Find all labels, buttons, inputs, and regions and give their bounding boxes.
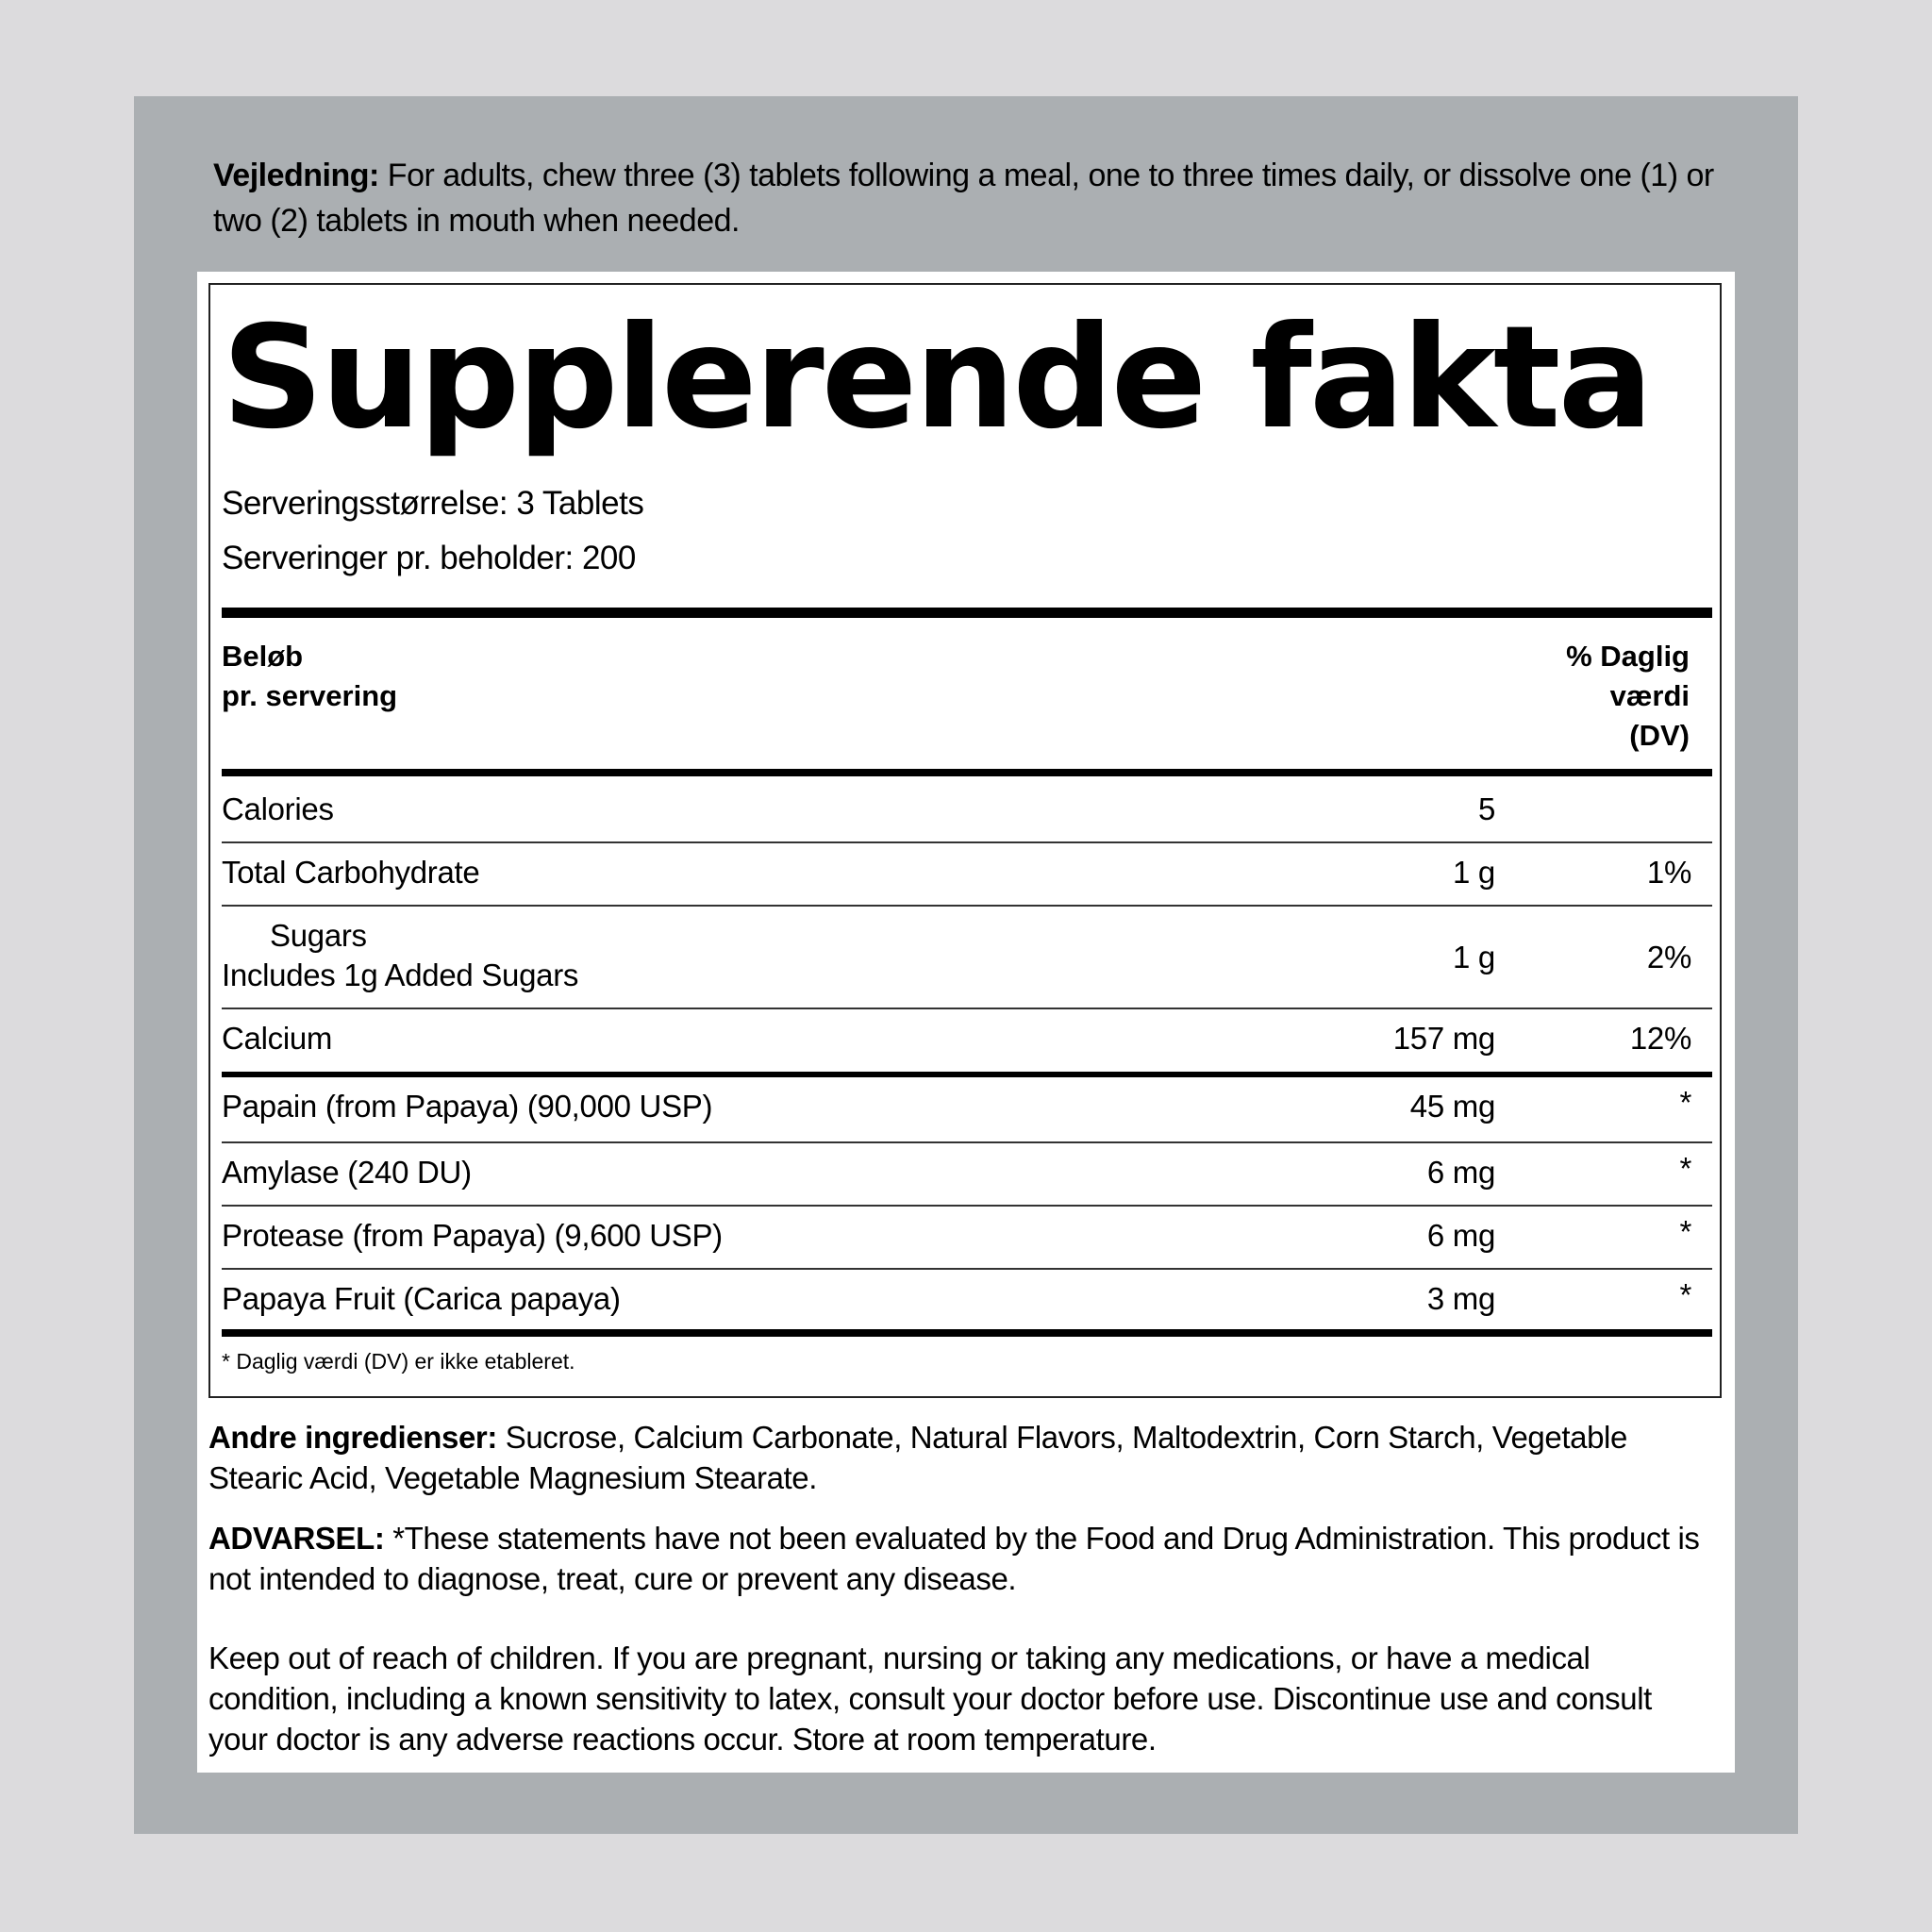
serving-size: Serveringsstørrelse: 3 Tablets	[222, 485, 644, 522]
nutrient-dv: *	[1679, 1085, 1691, 1120]
other-ingredients-text: Sucrose, Calcium Carbonate, Natural Flavors, Maltodextrin, Corn Starch, Vegetable Stearic Acid, Vegetable Magnesium Stearate.	[208, 1420, 1627, 1495]
facts-title: Supplerende fakta	[222, 296, 1651, 460]
label-panel	[134, 96, 1798, 1834]
nutrient-amount: 157 mg	[1392, 1021, 1495, 1056]
header-amount-line2: pr. servering	[222, 679, 398, 712]
table-row	[222, 1009, 1712, 1072]
nutrient-name: Protease (from Papaya) (9,600 USP)	[222, 1218, 723, 1253]
table-row	[222, 843, 1712, 906]
nutrient-dv: *	[1679, 1151, 1691, 1186]
supplement-facts-box	[208, 283, 1722, 1398]
nutrient-name: Papain (from Papaya) (90,000 USP)	[222, 1089, 713, 1124]
nutrient-name: Calcium	[222, 1021, 333, 1056]
header-dv-line1: % Daglig	[1566, 640, 1690, 673]
nutrient-amount: 1 g	[1453, 855, 1495, 890]
nutrient-dv: 2%	[1646, 940, 1691, 974]
nutrient-name: Papaya Fruit (Carica papaya)	[222, 1281, 621, 1316]
table-row	[222, 907, 1712, 1008]
nutrient-name: Total Carbohydrate	[222, 855, 480, 890]
header-dv-line2: værdi	[1609, 679, 1690, 712]
footnote: * Daglig værdi (DV) er ikke etableret.	[222, 1349, 575, 1374]
directions-body: For adults, chew three (3) tablets following a meal, one to three times daily, or dissolve one (1) or two (2) tablets in mouth when needed.	[213, 158, 1714, 239]
nutrient-name: Amylase (240 DU)	[222, 1155, 472, 1190]
header-dv-line3: (DV)	[1629, 719, 1690, 752]
warning	[208, 1518, 1718, 1599]
other-ingredients	[208, 1417, 1718, 1498]
nutrient-name: Sugars	[270, 918, 367, 953]
nutrient-amount: 5	[1477, 791, 1495, 826]
nutrient-dv: 1%	[1646, 855, 1691, 890]
table-row	[222, 1270, 1712, 1331]
nutrient-name: Calories	[222, 791, 334, 826]
thick-divider	[222, 608, 1712, 618]
warning-label: ADVARSEL:	[208, 1521, 385, 1556]
nutrient-subname: Includes 1g Added Sugars	[222, 958, 579, 992]
table-row	[222, 780, 1712, 839]
table-row	[222, 1143, 1712, 1205]
nutrient-amount: 6 mg	[1426, 1155, 1495, 1190]
nutrient-dv: *	[1679, 1214, 1691, 1249]
header-divider	[222, 769, 1712, 776]
other-ingredients-label: Andre ingredienser:	[208, 1420, 497, 1455]
servings-per-container: Serveringer pr. beholder: 200	[222, 540, 636, 576]
bottom-divider	[222, 1329, 1712, 1337]
directions-text	[213, 153, 1741, 243]
nutrient-amount: 3 mg	[1426, 1281, 1495, 1316]
nutrient-dv: *	[1679, 1277, 1691, 1312]
header-amount-per-serving	[222, 637, 397, 716]
nutrient-amount: 45 mg	[1409, 1089, 1495, 1124]
nutrient-amount: 6 mg	[1426, 1218, 1495, 1253]
warning-text: *These statements have not been evaluated by the Food and Drug Administration. This product is not intended to diagnose, treat, cure or prevent any disease.	[208, 1521, 1700, 1596]
caution-text: Keep out of reach of children. If you are pregnant, nursing or taking any medications, or have a medical condition, including a known sensitivity to latex, consult your doctor before use. Discontinue use and consult your doctor is any adverse reactions occur. Store at room temperature.	[208, 1641, 1652, 1757]
nutrient-amount: 1 g	[1453, 940, 1495, 974]
table-row	[222, 1207, 1712, 1268]
header-daily-value	[1566, 637, 1690, 756]
label-white-area	[197, 272, 1735, 1773]
header-amount-line1: Beløb	[222, 640, 304, 673]
nutrient-dv: 12%	[1629, 1021, 1691, 1056]
table-row	[222, 1077, 1712, 1141]
directions-label: Vejledning:	[213, 158, 379, 193]
